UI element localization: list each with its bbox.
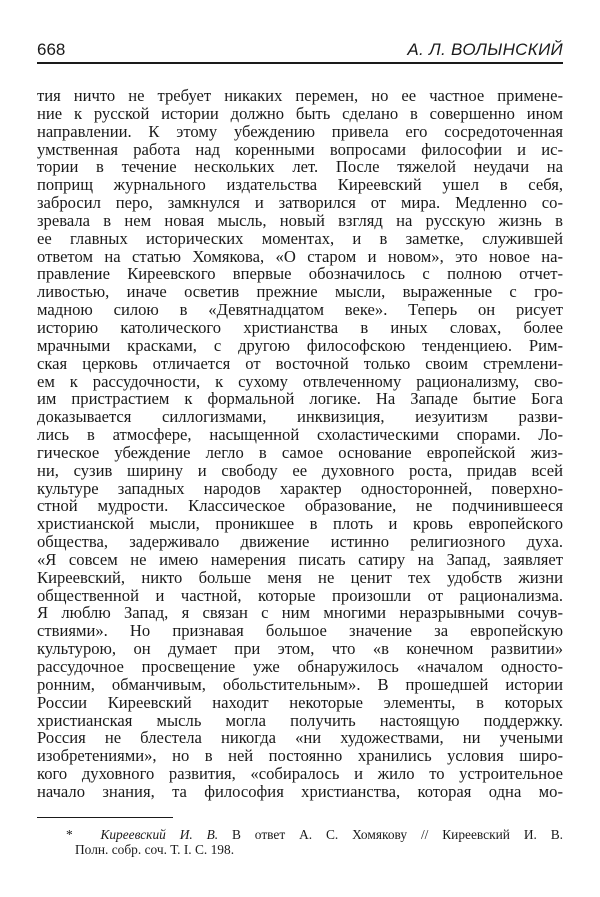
- text-line: поприщ журнального издательства Киреевский ушел в себя,: [37, 175, 563, 195]
- text-line: ствиями». Но признавая большое значение за европейскую: [37, 621, 563, 641]
- text-line: Я люблю Запад, я связан с ним многими неразрывными сочув-: [37, 603, 563, 623]
- text-line: стной мудрости. Классическое образование, не подчинившееся: [37, 496, 563, 516]
- text-line: начало знания, та философия христианства, которая одна мо-: [37, 781, 563, 801]
- text-line: ние к русской истории должно быть сделано в совершенно ином: [37, 103, 563, 123]
- text-line: ее главных исторических моментах, и в заметке, служившей: [37, 228, 563, 248]
- text-line: ливостью, иначе осветив прежние мысли, выраженные с гро-: [37, 282, 563, 302]
- text-line: гическое убеждение легло в самое основание европейской жиз-: [37, 442, 563, 462]
- text-line: культурою, он думает при этом, что «в конечном развитии»: [37, 639, 563, 659]
- text-line: ответом на статью Хомякова, «О старом и новом», это новое на-: [37, 246, 563, 266]
- page-number: 668: [37, 40, 66, 59]
- text-line: ская церковь отличается от восточной только своим стремлени-: [37, 353, 563, 373]
- text-line: умственная работа над коренными вопросами философии и ис-: [37, 139, 563, 159]
- text-line: историю католического христианства в иных словах, более: [37, 317, 563, 337]
- text-line: общества, задерживало движение истинно религиозного духа.: [37, 532, 563, 552]
- footnote-marker: *: [66, 827, 73, 842]
- body-text: [37, 87, 563, 801]
- text-line: культуре западных народов характер односторонней, поверхно-: [37, 478, 563, 498]
- text-line: Россия не блестела никогда «ни художествами, ни учеными: [37, 728, 563, 748]
- text-line: рассудочное просвещение уже обнаружилось «началом односто-: [37, 657, 563, 676]
- text-line: правление Киреевского впервые обозначилось с полною отчет-: [37, 264, 563, 284]
- text-line: им пристрастием к формальной логике. На Западе бытие Бога: [37, 389, 563, 409]
- text-line: кого духовного развития, «собиралось и жило то устроительное: [37, 764, 563, 784]
- text-line: доказывается силлогизмами, инквизиция, иезуитизм разви-: [37, 407, 563, 427]
- running-title: А. Л. ВОЛЫНСКИЙ: [407, 40, 563, 59]
- text-line: мрачными красками, с другою философскою тенденциею. Рим-: [37, 335, 563, 355]
- text-line: «Я совсем не имею намерения писать сатиру на Запад, заявляет: [37, 549, 563, 569]
- footnote-line: Полн. собр. соч. Т. I. С. 198.: [75, 841, 235, 857]
- text-line: ронним, обманчивым, обольстительным». В прошедшей истории: [37, 674, 563, 694]
- text-line: ни, сузив ширину и свободу ее духовного роста, придав всей: [37, 460, 563, 480]
- text-line: христианская мысль могла получить настоящую поддержку.: [37, 710, 563, 730]
- text-line: России Киреевский находит некоторые элементы, в которых: [37, 692, 563, 712]
- footnote-citation: В ответ А. С. Хомякову // Киреевский И. В.: [232, 827, 563, 842]
- text-line: направлении. К этому убеждению привела его сосредоточенная: [37, 121, 563, 141]
- text-line: забросил перо, замкнулся и затворился от мира. Медленно со-: [37, 193, 563, 213]
- page-header: [37, 38, 563, 64]
- text-line: Киреевский, никто больше меня не ценит тех удобств жизни: [37, 567, 563, 587]
- text-line: общественной и частной, которые произошли от рационализма.: [37, 585, 563, 605]
- footnote-line: [66, 828, 563, 843]
- text-line: зревала в нем новая мысль, новый взгляд на русскую жизнь в: [37, 210, 563, 230]
- text-line: лись в атмосфере, насыщенной схоластическими спорами. Ло-: [37, 425, 563, 445]
- text-line: христианской мысли, проникшее в плоть и кровь европейского: [37, 514, 563, 534]
- footnote: [66, 828, 563, 857]
- footnote-divider: [37, 817, 173, 818]
- text-line: ем к рассудочности, к сухому отвлеченному рационализму, сво-: [37, 371, 563, 391]
- text-line: изобретениями», но в ней постоянно хранились условия широ-: [37, 746, 563, 766]
- text-line: тия ничто не требует никаких перемен, но ее частное примене-: [37, 86, 563, 105]
- text-line: мадною силою в «Девятнадцатом веке». Теперь он рисует: [37, 300, 563, 320]
- text-line: тории в течение нескольких лет. После тяжелой неудачи на: [37, 157, 563, 177]
- footnote-author: Киреевский И. В.: [100, 827, 219, 842]
